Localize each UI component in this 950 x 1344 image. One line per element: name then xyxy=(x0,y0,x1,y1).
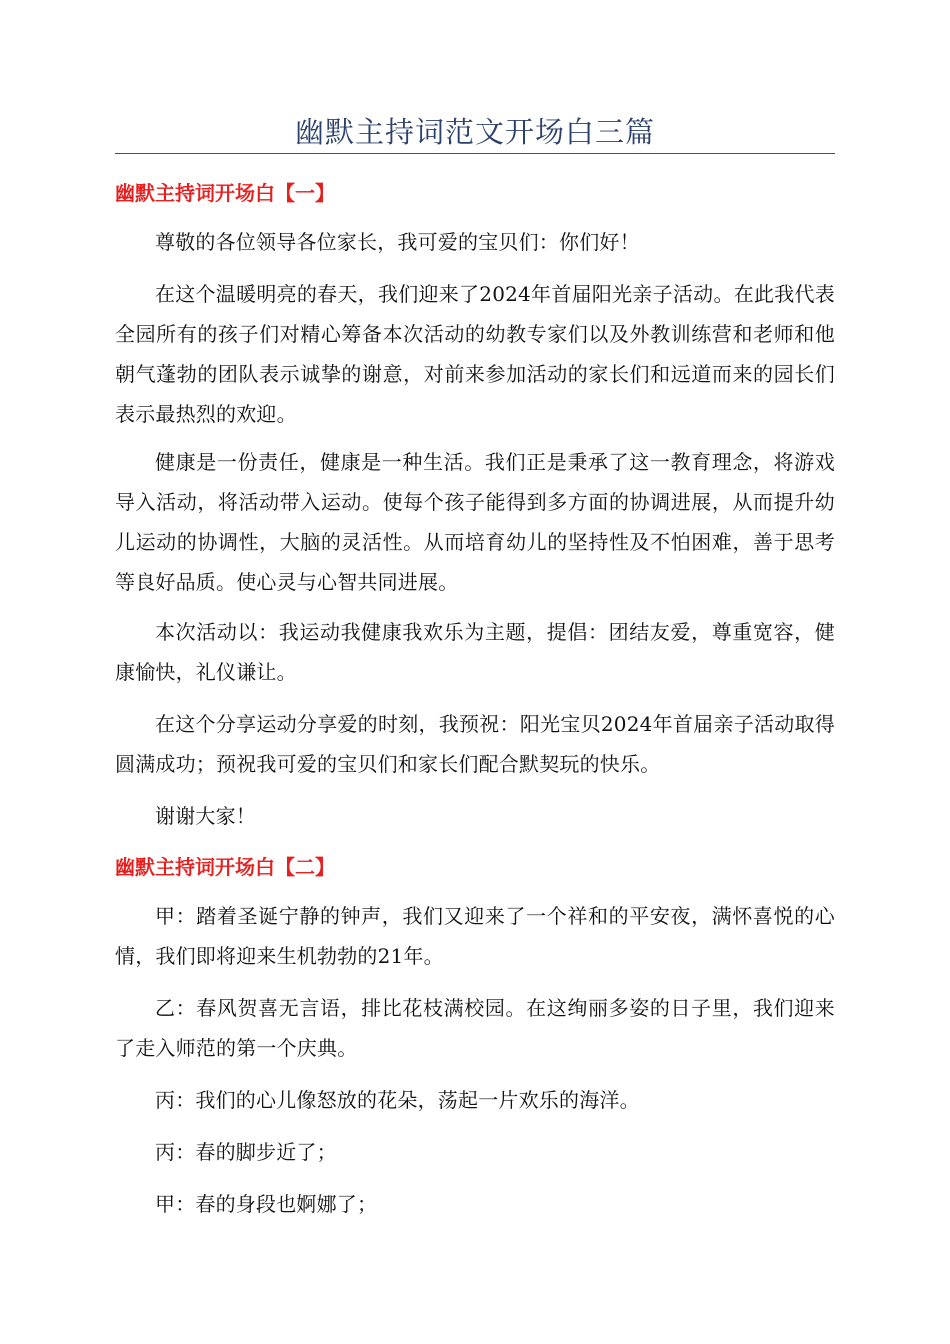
section-2-paragraph-2: 乙：春风贺喜无言语，排比花枝满校园。在这绚丽多姿的日子里，我们迎来了走入师范的第一个庆典。 xyxy=(115,996,835,1060)
title-underline xyxy=(115,153,835,154)
section-2-paragraph-3: 丙：我们的心儿像怒放的花朵，荡起一片欢乐的海洋。 xyxy=(155,1088,640,1112)
section-heading-1: 幽默主持词开场白【一】 xyxy=(115,181,335,205)
document-title: 幽默主持词范文开场白三篇 xyxy=(294,115,655,149)
section-1-paragraph-4: 本次活动以：我运动我健康我欢乐为主题，提倡：团结友爱，尊重宽容，健康愉快，礼仪谦让。 xyxy=(115,620,835,684)
section-1-paragraph-6: 谢谢大家！ xyxy=(155,804,256,828)
section-1-paragraph-2: 在这个温暖明亮的春天，我们迎来了2024年首届阳光亲子活动。在此我代表全园所有的孩子们对精心筹备本次活动的幼教专家们以及外教训练营和老师和他朝气蓬勃的团队表示诚挚的谢意，对前来参加活动的家长们和远道而来的园长们表示最热烈的欢迎。 xyxy=(115,282,835,426)
section-2-paragraph-1: 甲：踏着圣诞宁静的钟声，我们又迎来了一个祥和的平安夜，满怀喜悦的心情，我们即将迎来生机勃勃的21年。 xyxy=(115,904,835,968)
section-2-paragraph-4: 丙：春的脚步近了； xyxy=(155,1140,337,1164)
section-1-paragraph-3: 健康是一份责任，健康是一种生活。我们正是秉承了这一教育理念，将游戏导入活动，将活动带入运动。使每个孩子能得到多方面的协调进展，从而提升幼儿运动的协调性，大脑的灵活性。从而培育幼儿的坚持性及不怕困难，善于思考等良好品质。使心灵与心智共同进展。 xyxy=(115,450,835,594)
section-1-paragraph-5: 在这个分享运动分享爱的时刻，我预祝：阳光宝贝2024年首届亲子活动取得圆满成功；预祝我可爱的宝贝们和家长们配合默契玩的快乐。 xyxy=(115,712,835,776)
section-1-paragraph-1: 尊敬的各位领导各位家长，我可爱的宝贝们：你们好！ xyxy=(155,230,640,254)
section-heading-2: 幽默主持词开场白【二】 xyxy=(115,855,335,879)
section-2-paragraph-5: 甲：春的身段也婀娜了； xyxy=(155,1192,378,1216)
